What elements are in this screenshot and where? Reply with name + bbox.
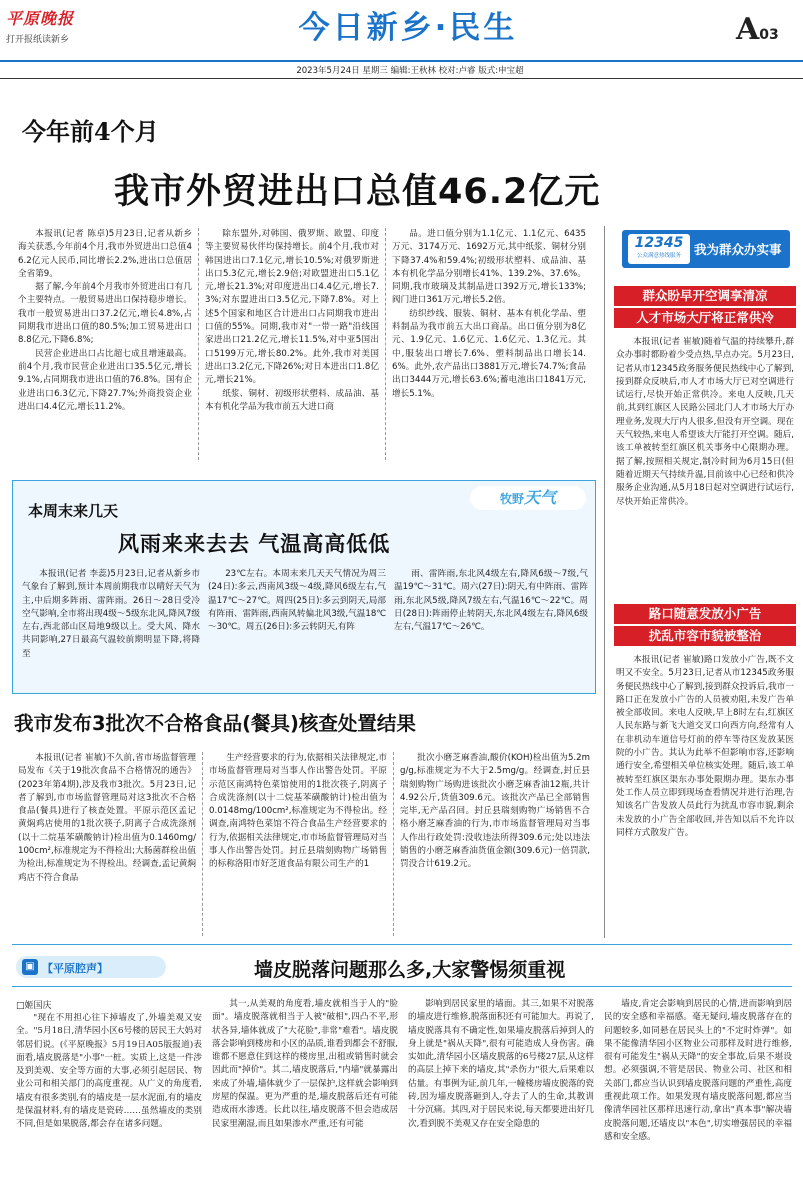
column-body-1: "现在不用担心往下掉墙皮了,外墙美观又安全。"5月18日,清华园小区6号楼的居民王大妈对邻居们说。(《平原晚报》5月19日A05版报道)表面看,墙皮脱落是"小事"一桩。实质上,这是一件涉及到美观、安全等方面的大事,必须引起居民、物业公司和相关部门的高度重视。从广义的角度看,墙皮有很多类别,有的墙皮是一层水泥面,有的墙皮是保温材料,有的墙皮是瓷砖……虽然墙皮的类别不同,但是如果脱落,都会存在诸多问题。 <box>16 1013 202 1130</box>
column-tag-label: 【平原腔声】 <box>42 962 108 975</box>
hotline-logo <box>628 234 690 264</box>
masthead-logo <box>6 6 124 48</box>
lead-kicker: 今年前4个月 <box>22 117 159 146</box>
food-column-3: 批次小磨芝麻香油,酸价(KOH)检出值为5.2mg/g,标准规定为不大于2.5mg/g。经调查,封丘县瑞刻购物广场购进该批次小磨芝麻香油12瓶,共计4.92公斤,货值309.6元。该批次产品已全部销售完毕,无产品召回。封丘县瑞刻购物广场销售不合格小磨芝麻香油的行为,市市场监督管理局对当事人作出行政处罚:没收违法所得309.6元;处以违法销售的小磨芝麻香油货值金额(309.6元)一倍罚款,罚没合计619.2元。 <box>400 753 590 870</box>
food-column-2: 生产经营要求的行为,依据相关法律规定,市市场监督管理局对当事人作出警告处罚。平原示范区南鸿特色菜馆使用的1批次筷子,阴离子合成洗涤剂(以十二烷基苯磺酸钠计)检出值为0.0148mg/100cm²,标准规定为不得检出。经调查,南鸿特色菜馆不符合食品生产经营要求的行为,依据相关法律规定,市市场监督管理局对当事人作出警告处罚。封丘县瑞刻购物广场销售的标称洛阳市好芝道食品有限公司生产的1 <box>209 753 387 870</box>
hotline-number: 12345 <box>634 235 684 251</box>
lead-column-1: 本报讯(记者 陈卓)5月23日,记者从新乡海关获悉,今年前4个月,我市外贸进出口总值46.2亿元人民币,同比增长2.2%,进出口总值居全省第9。 据了解,今年前4个月我市外贸进出口有几个主要特点。一般贸易进出口保持稳步增长。我市一般贸易进出口37.2亿元,增长4.8%,占同期我市进出口值的80.5%;加工贸易进出口8.8亿元,下降6.8%; 民营企业进出口占比超七成且增速最高。前4个月,我市民营企业进出口35.5亿元,增长9.1%,占同期我市进出口值的76.8%。国有企业进出口6.3亿元,下降27.7%;外商投资企业进出口4.4亿元,增长11.2%。 <box>18 229 192 412</box>
page-letter: A <box>736 12 760 47</box>
lead-column-3: 品。进口值分别为1.1亿元、1.1亿元、6435万元、3174万元、1692万元,其中纸浆、铜材分别下降37.4%和59.4%;初级形状塑料、成品油、基本有机化学品分别增长41%、139.2%、37.6%。同期,我市玻璃及其制品进口392万元,增长133%;阀门进口361万元,增长5.2倍。 纺织纱线、服装、铜材、基本有机化学品、塑料制品为我市前五大出口商品。出口值分别为8亿元、1.9亿元、1.6亿元、1.6亿元、1.3亿元。其中,服装出口增长7.6%、塑料制品出口增长14.6%。此外,农产品出口3881万元,增长74.7%;食品出口3444万元,增长63.6%;蓄电池出口1841万元,增长5.1%。 <box>392 229 586 399</box>
food-column-1: 本报讯(记者 崔敏)不久前,省市场监督管理局发布《关于19批次食品不合格情况的通告》(2023年第4期),涉及我市3批次。5月23日,记者了解到,市市场监督管理局对这3批次不合格食品(餐具)进行了核查处置。平原示范区孟记黄焖鸡店使用的1批次筷子,阴离子合成洗涤剂(以十二烷基苯磺酸钠计)检出值为0.1460mg/100cm²,标准规定为不得检出;大肠菌群检出值为检出,标准规定为不得检出。经调查,孟记黄焖鸡店不符合食品 <box>18 753 196 883</box>
logo-text: 平原晚报 <box>6 9 75 28</box>
column-body-3: 影响到居民家里的墙面。其三,如果不对脱落的墙皮进行维修,脱落面积还有可能加大。再说了,墙皮脱落具有不确定性,如果墙皮脱落后掉到人的身上就是"祸从天降",很有可能造成人身伤害。确实如此,清华园小区墙皮脱落的6号楼27层,从这样的高层上掉下来的墙皮,其"杀伤力"很大,后果难以估量。有事例为证,前几年,一幢楼房墙皮脱落的瓷砖,因为墙皮脱落砸到人,夺去了人的生命,其教训十分沉痛。其四,对于居民来说,每天都要进出好几次,看到脱不美观又存在安全隐患的 <box>408 999 594 1129</box>
lead-headline: 我市外贸进出口总值46.2亿元 <box>114 172 601 212</box>
sidebar-12345-banner <box>622 230 790 268</box>
story1-head2: 人才市场大厅将正常供冷 <box>614 308 796 328</box>
weather-tag-prefix: 牧野 <box>499 492 524 506</box>
story2-body: 本报讯(记者 崔敏)路口发放小广告,既不文明又不安全。5月23日,记者从市12345政务服务便民热线中心了解到,接到群众投诉后,我市一路口正在发放小广告的人员被劝阻,未发广告单被全部收回。来电人反映,早上8时左右,红旗区人民东路与新飞大道交叉口向西方向,经常有人在非机动车道信号灯前的停车等待区发放某医院的小广告。其认为此举不但影响市容,还影响通行安全,希望相关单位核实处理。随后,该工单被转至红旗区渠东办事处限期办理。渠东办事处工作人员立即到现场查看情况并进行治理,告知该名广告发放人员此行为扰乱市容市貌,剩余未发放的小广告全部收回,并告知以后不允许以同样方式散发广告。 <box>616 655 794 838</box>
column-title: 我为群众办实事 <box>694 242 782 257</box>
weather-kicker: 本周末来几天 <box>28 502 119 520</box>
column-tag-icon: ▣ <box>22 959 38 975</box>
story1-head1: 群众盼早开空调享清凉 <box>614 286 796 306</box>
logo-slogan: 打开报纸读新乡 <box>6 35 70 45</box>
weather-headline: 风雨来来去去 气温高高低低 <box>118 532 391 556</box>
column-author: □姬国庆 <box>16 1001 52 1011</box>
column-body-2: 其一,从美观的角度看,墙皮就相当于人的"脸面"。墙皮脱落就相当于人被"破相",四凸不平,形状各异,墙体就成了"大花脸",非常"难看"。墙皮脱落会影响到楼房和小区的品质,谁看到都会不舒服,谁都不愿意住到这样的楼房里,出租或销售时就会因此而"掉价"。其二,墙皮脱落后,"内墙"就暴露出来成了外墙,墙体就少了一层保护,这样就会影响到房屋的保温。更为严重的是,墙皮脱落后还有可能造成雨水渗透。长此以往,墙皮脱落不但会造成居民家里潮湿,而且如果渗水严重,还有可能 <box>212 999 398 1129</box>
story2-head1: 路口随意发放小广告 <box>614 604 796 624</box>
lead-column-2: 除东盟外,对韩国、俄罗斯、欧盟、印度等主要贸易伙伴均保持增长。前4个月,我市对韩国进出口7.1亿元,增长10.5%;对俄罗斯进出口5.3亿元,增长2.9倍;对欧盟进出口5.1亿元,增长21.3%;对印度进出口4.4亿元,增长7.3%;对东盟进出口3.5亿元,下降7.8%。对上述5个国家和地区合计进出口占同期我市进出口值的55%。同期,我市对"一带一路"沿线国家进出口21.2亿元,增长11.5%,对中亚5国出口5199万元,增长80.2%。此外,我市对美国进出口3.2亿元,下降26%;对日本进出口1.8亿元,增长21%。 纸浆、铜材、初级形状塑料、成品油、基本有机化学品为我市前五大进口商 <box>205 229 379 412</box>
page-number <box>736 12 800 46</box>
column-headline: 墙皮脱落问题那么多,大家警惕须重视 <box>254 959 566 981</box>
weather-tag <box>470 486 586 510</box>
story2-head2: 扰乱市容市貌被整治 <box>614 626 796 646</box>
page-digits: 03 <box>759 27 779 43</box>
weather-column-2: 23℃左右。本周末来几天天气情况为周三(24日):多云,西南风3级～4级,降风6级左右,气温17℃～27℃。周四(25日):多云到阴天,局部有阵雨、雷阵雨,西南风转偏北风3级,气温18℃～30℃。周五(26日):多云转阴天,有阵 <box>208 569 386 633</box>
food-headline: 我市发布3批次不合格食品(餐具)核查处置结果 <box>14 712 416 735</box>
story1-body: 本报讯(记者 崔敏)随着气温的持续攀升,群众办事时都盼着少受点热,早点办完。5月23日,记者从市12345政务服务便民热线中心了解到,接到群众反映后,市人才市场大厅已对空调进行试运行,尽快开始正常供冷。来电人反映,几天前,其到红旗区人民路公园北门人才市场大厅办理业务,发现大厅内人很多,但没有开空调。现在天气较热,来电人希望该大厅能打开空调。随后,该工单被转至红旗区机关事务中心限期办理。据了解,按照相关规定,制冷时间为6月15日(但随着近期天气持续升温,目前该中心已经和供冷服务企业沟通,从5月18日起对空调进行试运行,尽快开始正常供冷。 <box>616 337 794 507</box>
weather-tag-word: 天气 <box>524 488 557 507</box>
hotline-subtitle: 公众满意热线服务 <box>636 253 681 259</box>
section-title: 今日新乡·民生 <box>298 10 518 46</box>
dateline: 2023年5月24日 星期三 编辑:王秋林 校对:卢睿 版式:申宝超 <box>296 66 524 76</box>
column-body-4: 墙皮,肯定会影响到居民的心情,进而影响到居民的安全感和幸福感。毫无疑问,墙皮脱落存在的问题较多,如同悬在居民头上的"不定时炸弹"。如果不能像清华园小区物业公司那样及时进行维修,很有可能发生"祸从天降"的安全事故,后果不堪设想。必须强调,不管是居民、物业公司、社区和相关部门,都应当认识到墙皮脱落问题的严重性,高度重视此项工作。如果发现有墙皮脱落问题,都应当像清华园社区那样迅速行动,拿出"真本事"解决墙皮脱落问题,还墙皮以"本色",切实增强居民的幸福感和安全感。 <box>604 999 792 1142</box>
weather-column-1: 本报讯(记者 李蕊)5月23日,记者从新乡市气象台了解到,预计本周前期我市以晴好天气为主,中后期多阵雨、雷阵雨。26日～28日受冷空气影响,全市将出现4级～5级东北风,降风7级左右,西北部山区局地9级以上。受大风、降水共同影响,27日最高气温较前期明显下降,将降至 <box>22 569 200 659</box>
column-tag <box>16 956 166 978</box>
weather-column-3: 雨、雷阵雨,东北风4级左右,降风6级～7级,气温19℃～31℃。周六(27日):阴天,有中阵雨、雷阵雨,东北风5级,降风7级左右,气温16℃～22℃。周日(28日):阵雨停止转阴天,东北风4级左右,降风6级左右,气温17℃～26℃。 <box>394 569 588 633</box>
